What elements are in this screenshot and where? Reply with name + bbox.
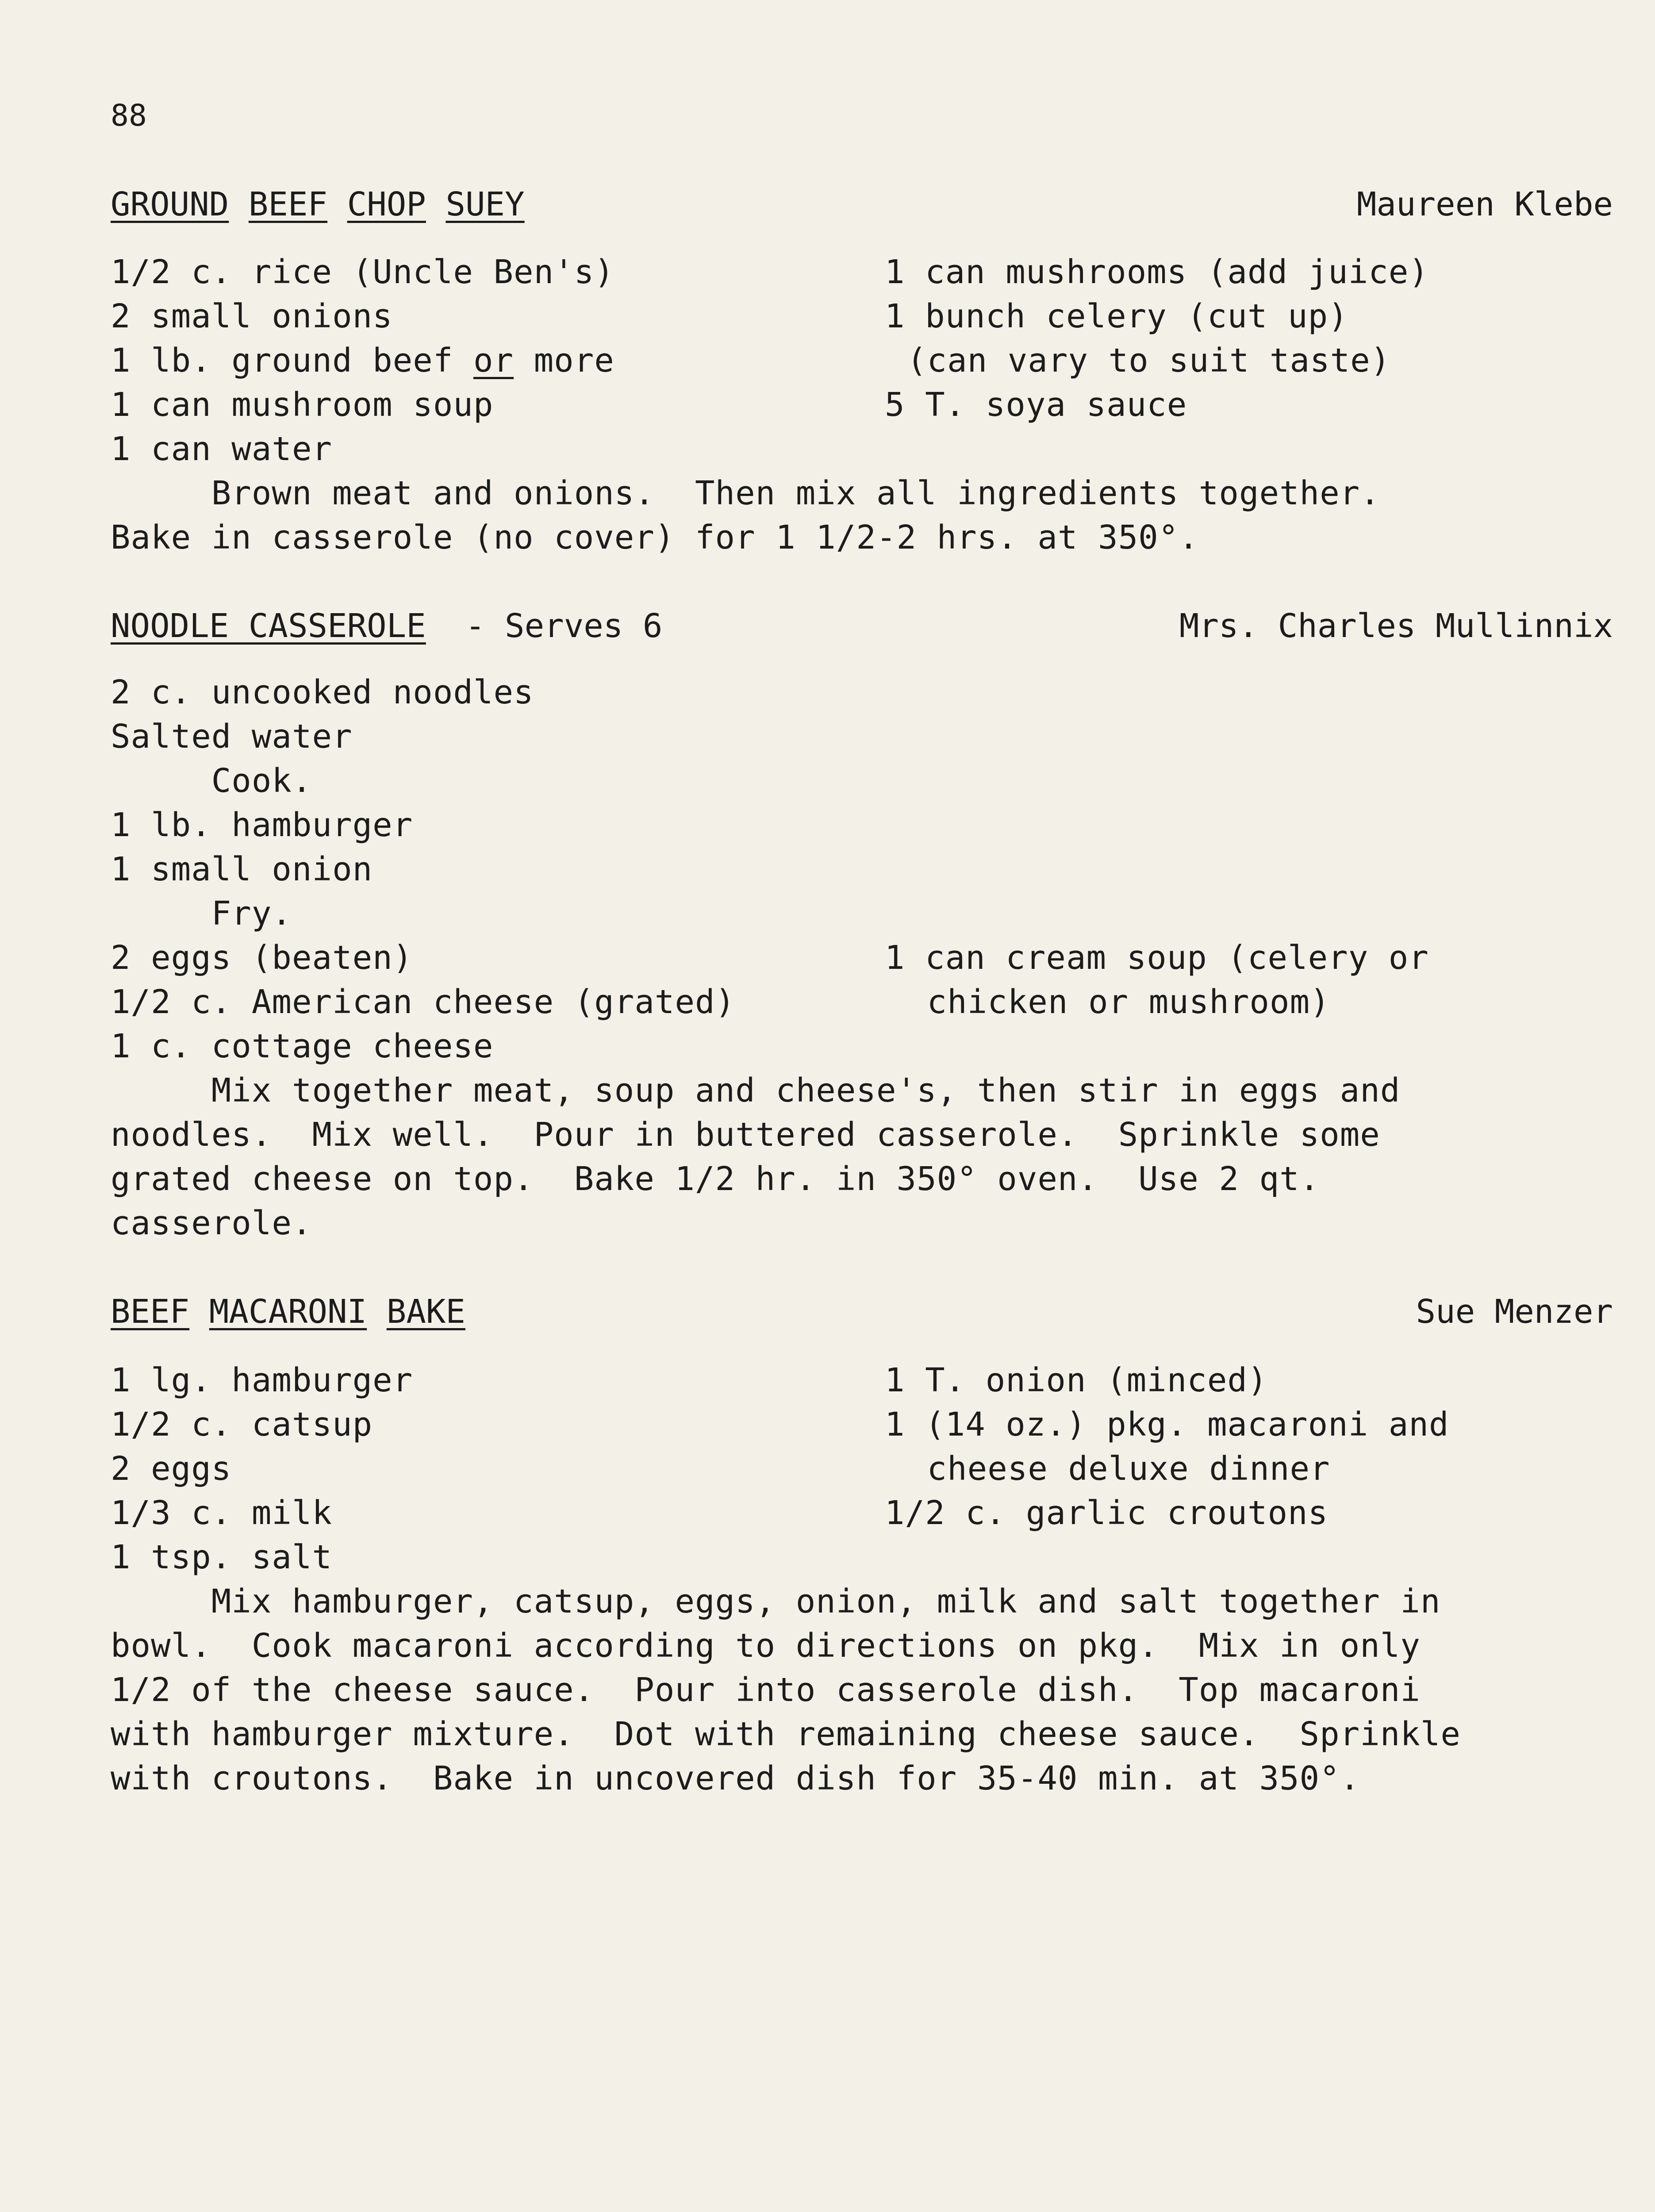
ingredient-line: 1 can mushroom soup xyxy=(111,386,494,424)
direction-line: bowl. Cook macaroni according to directions on pkg. Mix in only xyxy=(111,1627,1421,1665)
ingredient-line: 1 small onion xyxy=(111,850,373,888)
ingredient-line: chicken or mushroom) xyxy=(907,983,1330,1021)
recipe-title xyxy=(111,182,525,227)
recipe-subtitle: - Serves 6 xyxy=(426,607,663,645)
recipe-author: Mrs. Charles Mullinnix xyxy=(1179,607,1613,645)
direction-line: with croutons. Bake in uncovered dish for 35-40 min. at 350°. xyxy=(111,1759,1360,1797)
direction-line: Brown meat and onions. Then mix all ingredients together. xyxy=(111,474,1380,512)
title-word: BAKE xyxy=(386,1293,465,1331)
ingredient-line: 1/2 c. American cheese (grated) xyxy=(111,983,736,1021)
recipe-title xyxy=(111,604,662,648)
title-word: CHOP xyxy=(347,185,426,223)
ingredient-line: 2 eggs xyxy=(111,1450,232,1488)
ingredient-line: 1 bunch celery (cut up) xyxy=(885,297,1348,335)
ingredient-line: 1 c. cottage cheese xyxy=(111,1027,494,1065)
ingredient-line: 1/3 c. milk xyxy=(111,1494,333,1532)
ingredient-line: 1/2 c. rice (Uncle Ben's) xyxy=(111,253,614,291)
ingredient-line: Cook. xyxy=(111,762,312,800)
direction-line: 1/2 of the cheese sauce. Pour into casserole dish. Top macaroni xyxy=(111,1671,1421,1709)
title-word: MACARONI xyxy=(209,1293,367,1331)
recipe-author: Maureen Klebe xyxy=(1356,185,1613,223)
ingredient-line: (can vary to suit taste) xyxy=(907,342,1391,380)
ingredient-or-underlined: or xyxy=(473,342,514,380)
ingredient-line: 1 (14 oz.) pkg. macaroni and xyxy=(885,1406,1449,1444)
ingredient-line: 5 T. soya sauce xyxy=(885,386,1187,424)
title-word: BEEF xyxy=(248,185,328,223)
title-word: GROUND xyxy=(111,185,229,223)
title-text: NOODLE CASSEROLE xyxy=(111,607,426,645)
recipe-author: Sue Menzer xyxy=(1416,1293,1613,1331)
recipe-title xyxy=(111,1290,465,1334)
ingredient-text: 1 lb. ground beef xyxy=(111,342,473,380)
direction-line: with hamburger mixture. Dot with remaining cheese sauce. Sprinkle xyxy=(111,1715,1461,1753)
ingredient-line: Salted water xyxy=(111,718,353,756)
ingredient-line: 1 can cream soup (celery or xyxy=(885,939,1429,977)
direction-line: grated cheese on top. Bake 1/2 hr. in 350° oven. Use 2 qt. xyxy=(111,1160,1320,1198)
title-word: SUEY xyxy=(445,185,525,223)
ingredient-line: 1 can water xyxy=(111,430,333,468)
direction-line: Mix hamburger, catsup, eggs, onion, milk and salt together in xyxy=(111,1582,1441,1621)
ingredient-line: 1 tsp. salt xyxy=(111,1538,333,1576)
direction-line: noodles. Mix well. Pour in buttered casserole. Sprinkle some xyxy=(111,1116,1380,1154)
ingredient-line: cheese deluxe dinner xyxy=(907,1450,1330,1488)
ingredient-line: 1 T. onion (minced) xyxy=(885,1361,1268,1399)
ingredient-line: 1 lb. hamburger xyxy=(111,806,413,844)
ingredient-line xyxy=(111,338,614,383)
page-number: 88 xyxy=(111,98,147,133)
title-word: BEEF xyxy=(111,1293,190,1331)
direction-line: casserole. xyxy=(111,1204,312,1242)
direction-line: Mix together meat, soup and cheese's, then stir in eggs and xyxy=(111,1071,1401,1110)
ingredient-line: 1/2 c. garlic croutons xyxy=(885,1494,1329,1532)
ingredient-line: 2 eggs (beaten) xyxy=(111,939,413,977)
ingredient-line: Fry. xyxy=(111,895,292,933)
direction-line: Bake in casserole (no cover) for 1 1/2-2 hrs. at 350°. xyxy=(111,518,1199,557)
ingredient-line: 2 small onions xyxy=(111,297,393,335)
ingredient-line: 2 c. uncooked noodles xyxy=(111,673,534,711)
ingredient-line: 1 lg. hamburger xyxy=(111,1361,413,1399)
ingredient-text: more xyxy=(514,342,614,380)
ingredient-line: 1 can mushrooms (add juice) xyxy=(885,253,1429,291)
ingredient-line: 1/2 c. catsup xyxy=(111,1406,373,1444)
